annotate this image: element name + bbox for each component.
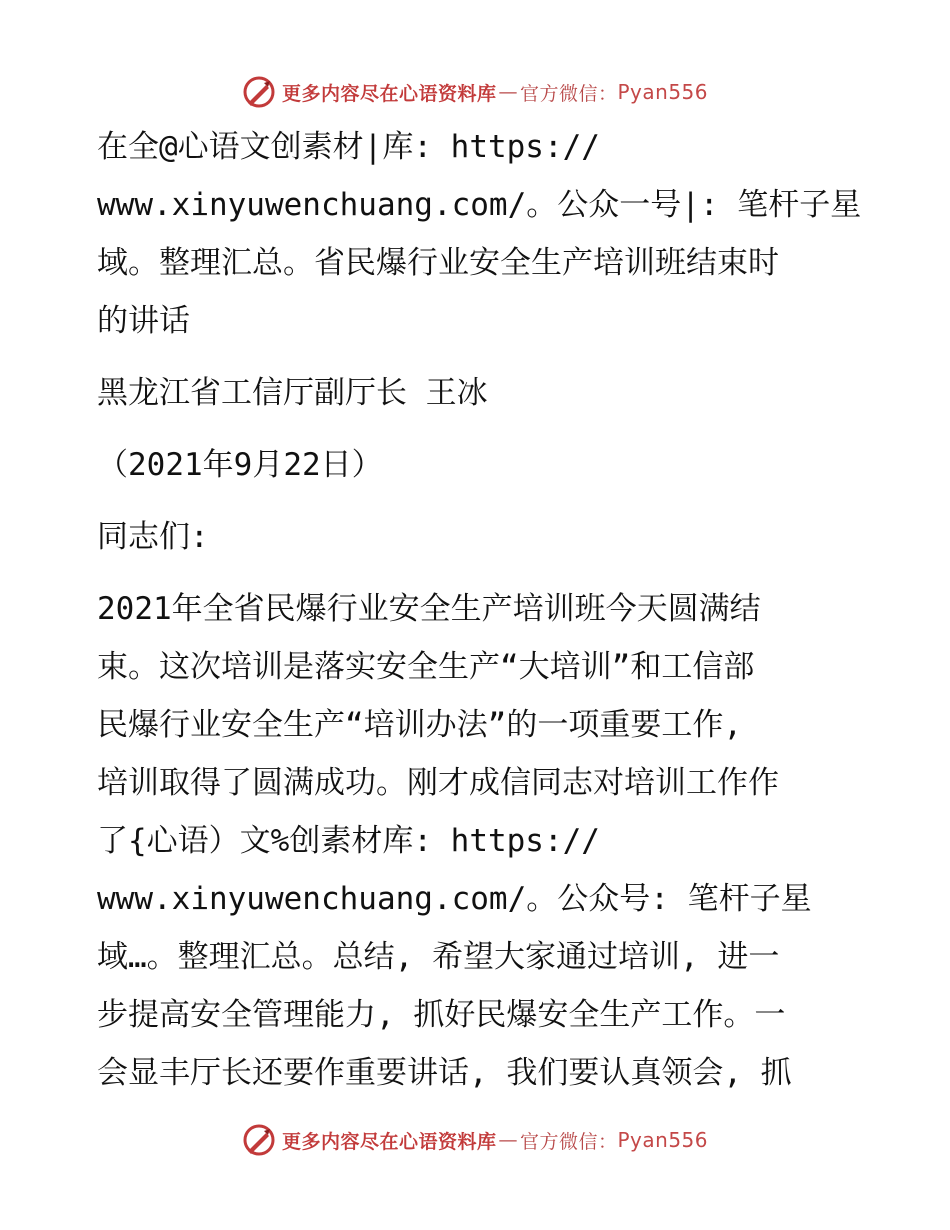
document-body [97,118,862,1102]
watermark-footer [0,1120,950,1160]
text-line: 会显丰厅长还要作重要讲话, 我们要认真领会, 抓 [97,1055,792,1091]
text-line: 2021年全省民爆行业安全生产培训班今天圆满结 [97,591,761,627]
date-line: （2021年9月22日） [97,447,383,483]
watermark-dash: — [498,81,518,103]
author-line: 黑龙江省工信厅副厅长 王冰 [97,375,488,411]
paragraph-gap [97,566,857,580]
watermark-header [0,72,950,112]
text-line: 域…。整理汇总。总结, 希望大家通过培训, 进一 [97,939,780,975]
salutation-line: 同志们: [97,519,209,555]
watermark-main-text: 更多内容尽在心语资料库 [281,1130,497,1153]
text-line: 的讲话 [97,303,190,339]
paragraph-gap [97,494,857,508]
watermark-sub-text: 官方微信： [519,1130,618,1153]
text-line: www.xinyuwenchuang.com/。公众号: 笔杆子星 [97,881,812,917]
text-line: 步提高安全管理能力, 抓好民爆安全生产工作。一 [97,997,786,1033]
watermark-dash: — [498,1129,518,1151]
watermark-main-text: 更多内容尽在心语资料库 [281,82,497,105]
text-line: 民爆行业安全生产“培训办法”的一项重要工作, [97,707,742,743]
text-line: 在全@心语文创素材|库: https:// [97,129,600,165]
text-line: 束。这次培训是落实安全生产“大培训”和工信部 [97,649,755,685]
watermark-sub-text: 官方微信： [519,82,618,105]
text-line: 了{心语）文%创素材库: https:// [97,823,600,859]
watermark-wechat-id: Pyan556 [617,1128,709,1152]
text-line: 培训取得了圆满成功。刚才成信同志对培训工作作 [97,765,779,801]
pen-logo-icon [242,75,276,109]
pen-logo-icon [242,1123,276,1157]
paragraph-gap [97,350,857,364]
text-line: 域。整理汇总。省民爆行业安全生产培训班结束时 [97,245,779,281]
text-line: www.xinyuwenchuang.com/。公众一号|: 笔杆子星 [97,187,862,223]
watermark-wechat-id: Pyan556 [617,80,709,104]
paragraph-gap [97,422,857,436]
